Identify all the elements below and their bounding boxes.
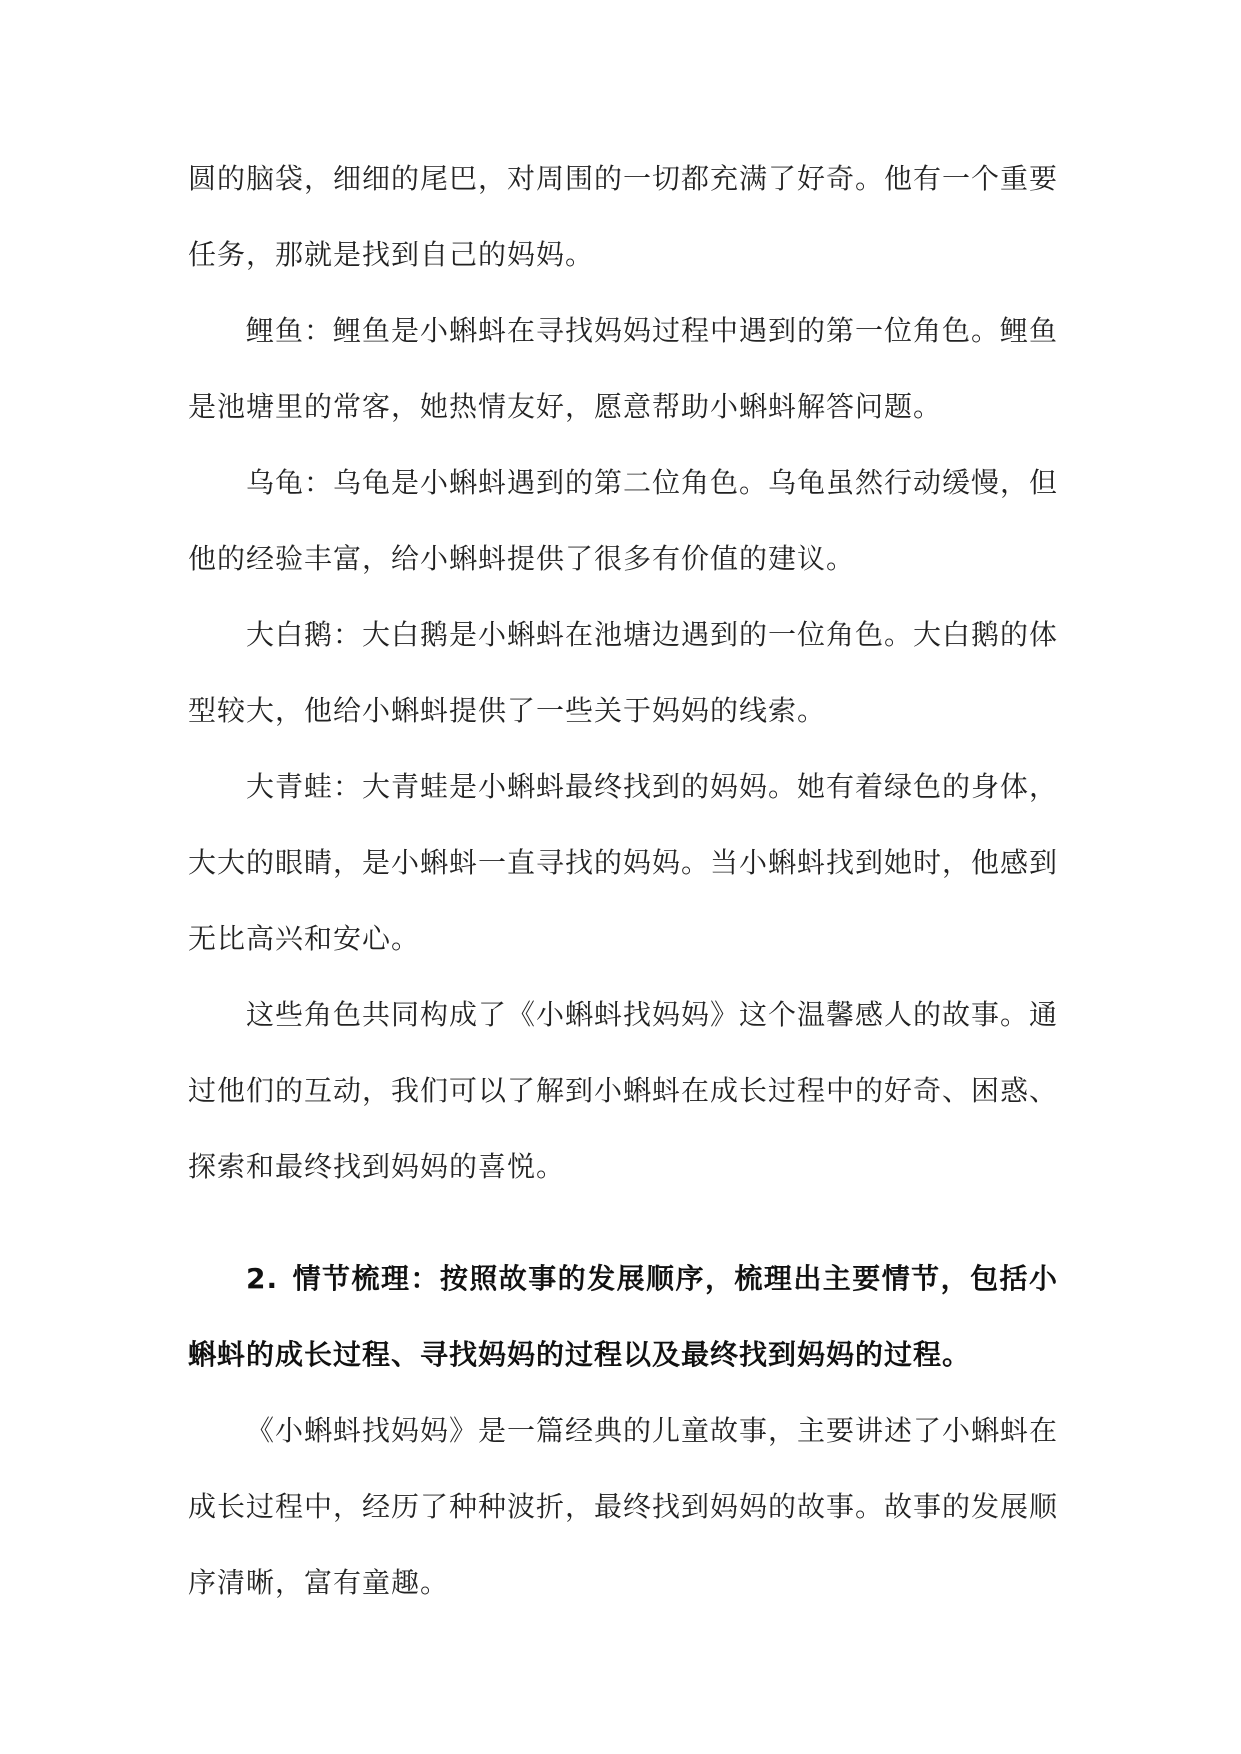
paragraph-turtle: 乌龟：乌龟是小蝌蚪遇到的第二位角色。乌龟虽然行动缓慢，但他的经验丰富，给小蝌蚪提供了很多有价值的建议。	[188, 466, 1059, 575]
paragraph-plot-intro: 《小蝌蚪找妈妈》是一篇经典的儿童故事，主要讲述了小蝌蚪在成长过程中，经历了种种波折，最终找到妈妈的故事。故事的发展顺序清晰，富有童趣。	[188, 1414, 1059, 1599]
section-heading-text: 情节梳理：按照故事的发展顺序，梳理出主要情节，包括小蝌蚪的成长过程、寻找妈妈的过程以及最终找到妈妈的过程。	[188, 1262, 1058, 1371]
section-number: 2.	[246, 1262, 279, 1295]
document-body	[188, 141, 1058, 1621]
paragraph-carp: 鲤鱼：鲤鱼是小蝌蚪在寻找妈妈过程中遇到的第一位角色。鲤鱼是池塘里的常客，她热情友好，愿意帮助小蝌蚪解答问题。	[188, 314, 1059, 423]
paragraph-goose: 大白鹅：大白鹅是小蝌蚪在池塘边遇到的一位角色。大白鹅的体型较大，他给小蝌蚪提供了一些关于妈妈的线索。	[188, 618, 1059, 727]
section-heading	[188, 1241, 1058, 1393]
paragraph-summary: 这些角色共同构成了《小蝌蚪找妈妈》这个温馨感人的故事。通过他们的互动，我们可以了解到小蝌蚪在成长过程中的好奇、困惑、探索和最终找到妈妈的喜悦。	[188, 998, 1059, 1183]
paragraph-frog: 大青蛙：大青蛙是小蝌蚪最终找到的妈妈。她有着绿色的身体，大大的眼睛，是小蝌蚪一直寻找的妈妈。当小蝌蚪找到她时，他感到无比高兴和安心。	[188, 770, 1059, 955]
paragraph-continuation: 圆的脑袋，细细的尾巴，对周围的一切都充满了好奇。他有一个重要任务，那就是找到自己的妈妈。	[188, 162, 1059, 271]
